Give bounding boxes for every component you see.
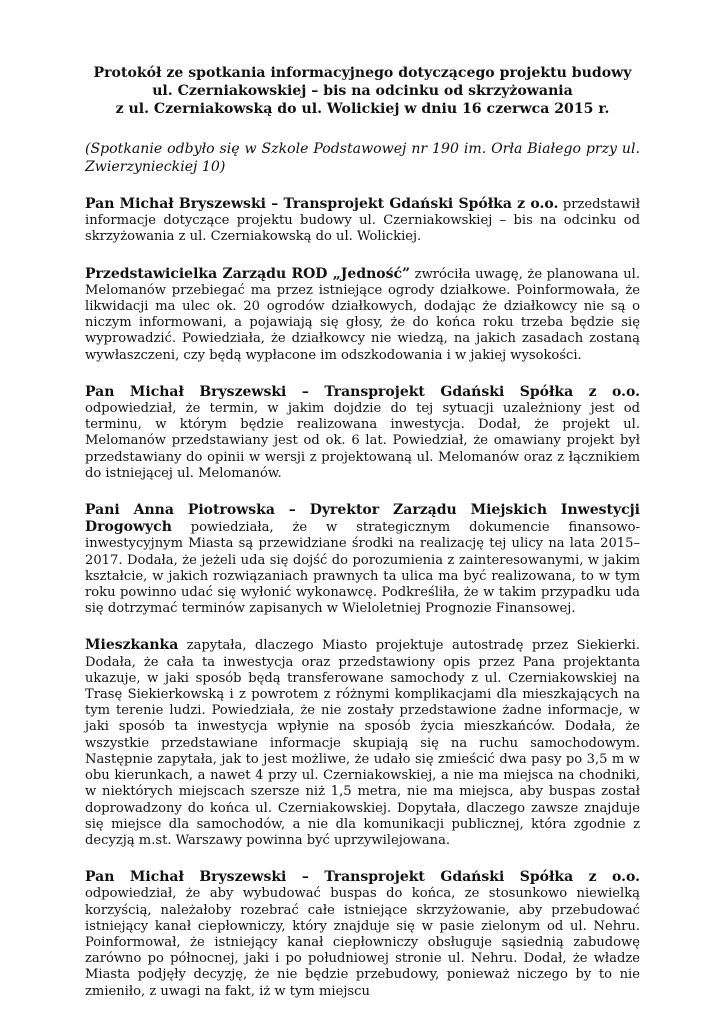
speaker-name: Pan Michał Bryszewski – Transprojekt Gdański Spółka z o.o.: [85, 196, 559, 212]
paragraph-3: [85, 384, 640, 482]
paragraph-text: zwróciła uwagę, że planowana ul. Melomanów przebiegać ma przez istniejące ogrody działkowe. Poinformowała, że likwidacji ma ulec ok. 20 ogrodów działkowych, dodając że działkowcy nie są o niczym informowani, a pojawiają się głosy, że do końca roku trzeba będzie się wyprowadzić. Powiedziała, że działkowcy nie wiedzą, na jakich zasadach zostaną wywłaszczeni, czy będą wypłacone im odszkodowania i w jakiej wysokości.: [85, 266, 640, 363]
paragraph-text: odpowiedział, że termin, w jakim dojdzie do tej sytuacji uzależniony jest od terminu, w którym będzie realizowana inwestycja. Dodał, że projekt ul. Melomanów przedstawiany jest od ok. 6 lat. Powiedział, że omawiany projekt był przedstawiany do opinii w wersji z projektowaną ul. Melomanów oraz z łącznikiem do istniejącej ul. Melomanów.: [85, 401, 640, 481]
document-title: [85, 64, 640, 118]
speaker-name: Pan Michał Bryszewski – Transprojekt Gdański Spółka z o.o.: [85, 869, 640, 886]
paragraph-text: zapytała, dlaczego Miasto projektuje autostradę przez Siekierki. Dodała, że cała ta inwestycja oraz przedstawiony opis przez Pana projektanta ukazuje, w jaki sposób będą transferowane samochody z ul. Czerniakowskiej na Trasę Siekierkowską i z powrotem z różnymi komplikacjami dla mieszkających na tym terenie ludzi. Powiedziała, że nie zostały przedstawione żadne informacje, w jaki sposób ta inwestycja wpłynie na sposób życia mieszkańców. Dodała, że wszystkie przedstawiane informacje skupiają się na ruchu samochodowym. Następnie zapytała, jak to jest możliwe, że udało się zmieścić dwa pasy po 3,5 m w obu kierunkach, a nawet 4 przy ul. Czerniakowskiej, a nie ma miejsca na chodniki, w niektórych miejscach szersze niż 1,5 metra, nie ma miejsca, aby buspas został doprowadzony do końca ul. Czerniakowskiej. Dopytała, dlaczego zawsze znajduje się miejsce dla samochodów, a nie dla komunikacji publicznej, która zgodnie z decyzją m.st. Warszawy powinna być uprzywilejowana.: [85, 638, 640, 848]
paragraph-2: [85, 266, 640, 364]
paragraph-5: [85, 637, 640, 849]
speaker-name: Przedstawicielka Zarządu ROD „Jedność”: [85, 265, 411, 282]
document-page: [85, 64, 640, 1000]
speaker-name: Mieszkanka: [85, 637, 179, 654]
paragraph-text: przedstawił informacje dotyczące projektu budowy ul. Czerniakowskiej – bis na odcinku od skrzyżowania z ul. Czerniakowską do ul. Wolickiej.: [85, 197, 640, 245]
paragraph-1: [85, 196, 640, 246]
title-line-2: ul. Czerniakowskiej – bis na odcinku od skrzyżowania: [152, 83, 573, 99]
paragraph-4: [85, 502, 640, 617]
paragraph-text: odpowiedział, że aby wybudować buspas do końca, ze stosunkowo niewielką korzyścią, należałoby rozebrać całe istniejące skrzyżowanie, aby przebudować istniejący kanał ciepłowniczy, który znajduje się w pasie zielonym od ul. Nehru. Poinformował, że istniejący kanał ciepłowniczy obsługuje sąsiednią zabudowę zarówno po północnej, jaki i po południowej stronie ul. Nehru. Dodał, że władze Miasta podjęły decyzję, że nie będzie przebudowy, ponieważ niczego by to nie zmieniło, z uwagi na fakt, iż w tym miejscu: [85, 886, 640, 999]
paragraph-text: powiedziała, że w strategicznym dokumencie finansowo-inwestycyjnym Miasta są przewidziane środki na realizację tej ulicy na lata 2015–2017. Dodała, że jeżeli uda się dojść do porozumienia z zainteresowanymi, w jakim kształcie, w jakich rozwiązaniach prawnych ta ulica ma być realizowana, to w tym roku powinno udać się wyłonić wykonawcę. Podkreśliła, że w takim przypadku uda się dotrzymać terminów zapisanych w Wieloletniej Prognozie Finansowej.: [85, 520, 640, 617]
speaker-name: Pan Michał Bryszewski – Transprojekt Gdański Spółka z o.o.: [85, 383, 640, 400]
paragraph-6: [85, 869, 640, 1000]
title-line-3: z ul. Czerniakowską do ul. Wolickiej w dniu 16 czerwca 2015 r.: [115, 101, 610, 117]
meeting-location-note: (Spotkanie odbyło się w Szkole Podstawowej nr 190 im. Orła Białego przy ul. Zwierzynieckiej 10): [85, 141, 640, 175]
speaker-name: Pani Anna Piotrowska – Dyrektor Zarządu Miejskich Inwestycji Drogowych: [85, 502, 640, 536]
title-line-1: Protokół ze spotkania informacyjnego dotyczącego projektu budowy: [93, 65, 632, 81]
